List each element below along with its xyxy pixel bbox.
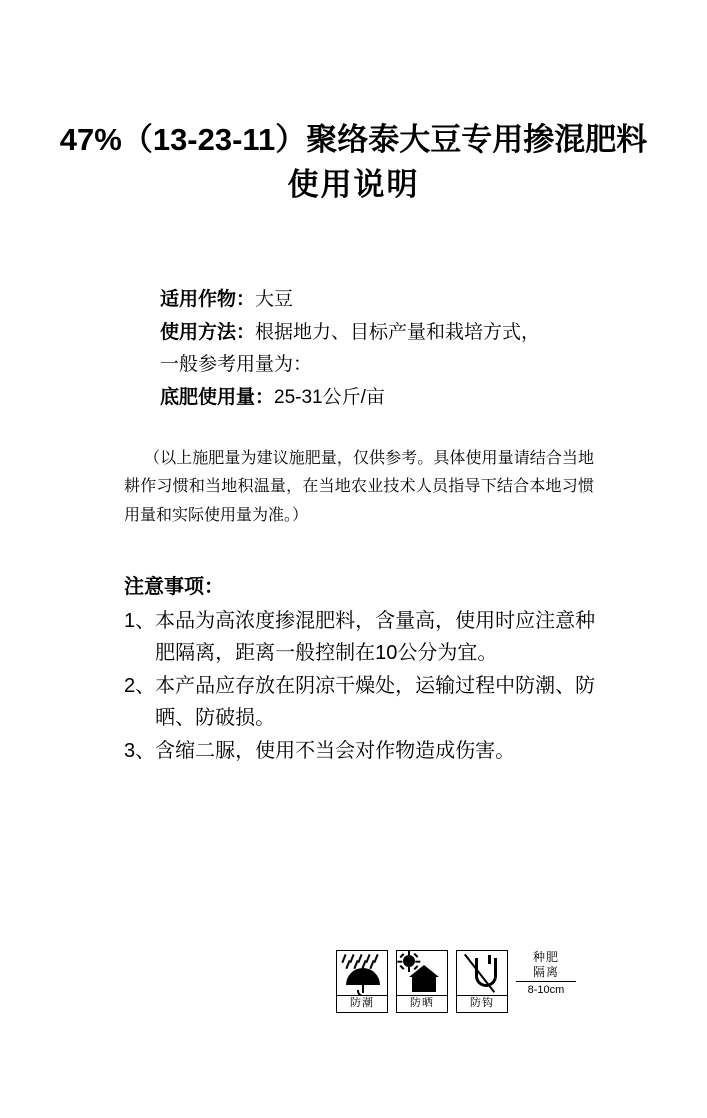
method-row — [160, 317, 630, 350]
pictogram-keep-dry — [336, 950, 388, 1013]
separation-line-1: 种肥 — [532, 950, 559, 964]
method-value-cont: 一般参考用量为： — [160, 354, 313, 376]
sun-house-icon — [397, 951, 447, 995]
rain-strokes — [337, 954, 387, 966]
caution-number: 2、 — [124, 674, 156, 697]
base-value: 25-31公斤/亩 — [274, 386, 385, 408]
umbrella-dome — [346, 968, 380, 985]
crop-label: 适用作物： — [160, 288, 256, 310]
title-line-1: 47%（13-23-11）聚络泰大豆专用掺混肥料 — [59, 122, 648, 157]
umbrella-rain-icon — [337, 951, 387, 995]
pictogram-caption: 防潮 — [337, 995, 387, 1012]
crop-row — [160, 284, 630, 317]
caution-number: 1、 — [124, 609, 156, 632]
method-value: 根据地力、目标产量和栽培方式， — [255, 321, 541, 343]
caution-item — [124, 670, 614, 735]
caution-item — [124, 735, 614, 767]
pictogram-caption: 防钩 — [457, 995, 507, 1012]
crop-value: 大豆 — [255, 288, 294, 310]
caution-text: 含缩二脲，使用不当会对作物造成伤害。 — [155, 739, 516, 762]
hook-top — [488, 955, 491, 964]
cautions-title: 注意事项： — [124, 575, 224, 598]
cautions-block — [124, 570, 614, 767]
separation-distance: 8-10cm — [527, 984, 565, 996]
method-label: 使用方法： — [160, 321, 256, 343]
pictogram-caption: 防晒 — [397, 995, 447, 1012]
pictogram-no-hooks — [456, 950, 508, 1013]
method-row-continued — [160, 349, 630, 382]
caution-text: 本品为高浓度掺混肥料，含量高，使用时应注意种肥隔离，距离一般控制在10公分为宜。 — [155, 609, 596, 665]
caution-number: 3、 — [124, 739, 156, 762]
document-page — [0, 118, 707, 1118]
house-body — [412, 977, 436, 992]
base-fertilizer-row — [160, 382, 630, 415]
page-title — [0, 118, 707, 208]
caution-item — [124, 605, 614, 670]
note-block — [124, 445, 594, 530]
seed-fertilizer-separation-note — [516, 950, 576, 998]
umbrella-handle — [357, 990, 366, 995]
no-hook-icon — [457, 951, 507, 995]
pictogram-keep-out-of-sun — [396, 950, 448, 1013]
note-text: （以上施肥量为建议施肥量，仅供参考。具体使用量请结合当地耕作习惯和当地积温量，在当地农业技术人员指导下结合本地习惯用量和实际使用量为准。） — [124, 449, 594, 524]
separation-line-2: 隔离 — [516, 965, 576, 982]
house-roof — [409, 965, 439, 977]
caution-text: 本产品应存放在阴凉干燥处，运输过程中防潮、防晒、防破损。 — [155, 674, 596, 730]
base-label: 底肥使用量： — [160, 386, 275, 408]
usage-info-block — [160, 284, 630, 415]
title-line-2: 使用说明 — [287, 166, 420, 202]
pictogram-row — [336, 950, 576, 1013]
